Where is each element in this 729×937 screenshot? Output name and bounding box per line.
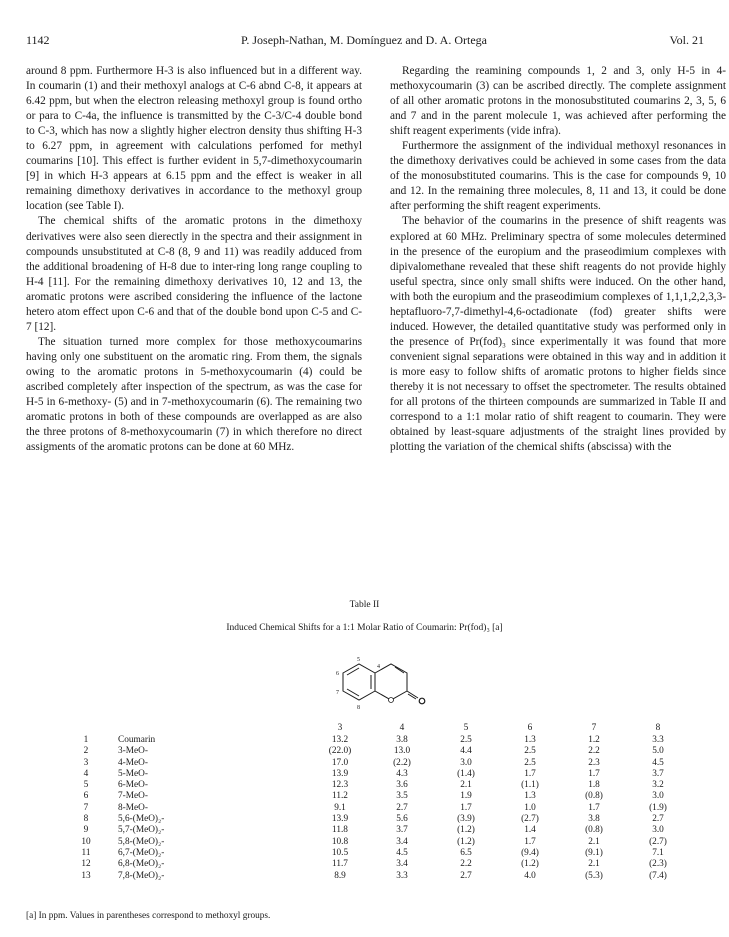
table-row: [70, 859, 690, 870]
position-7-label: 7: [336, 690, 339, 696]
shift-value: 8.9: [334, 870, 346, 881]
compound-name: 5,6-(MeO)₂-: [118, 814, 165, 825]
table-row: [70, 791, 690, 802]
shift-value: (1.1): [521, 780, 539, 791]
shift-value: 1.3: [524, 791, 536, 802]
paragraph: The chemical shifts of the aromatic protons in the dimethoxy derivatives were also seen dierectly in the spectra and their assignment in compounds unsubstituted at C-8 (8, 9 and 11) was readily adduced from the additional broadening of H-8 due to inter-ring long range coupling to H-4 [11]. For the remaining dimethoxy derivatives 10, 12 and 13, the aromatic protons were ascribed considering the influence of the lactone hetero atom effect upon C-6 and that of the double bond upon C-5 and C-7 [12].: [26, 215, 362, 333]
column-header: 8: [655, 722, 661, 733]
page-header: [24, 33, 704, 49]
table-title: Table II: [349, 600, 380, 610]
compound-number: 5: [83, 780, 89, 791]
shift-value: 11.8: [332, 825, 348, 836]
shift-value: 6.5: [460, 847, 472, 858]
position-4-label: 4: [377, 664, 380, 670]
carbonyl-oxygen: [419, 698, 425, 704]
right-column: [390, 64, 726, 455]
shift-value: 13.2: [331, 735, 349, 745]
compound-number: 3: [83, 757, 89, 768]
table-row: [70, 825, 690, 836]
paragraph: around 8 ppm. Furthermore H-3 is also influenced but in a different way. In coumarin (1) and their methoxyl analogs at C-6 abnd C-8, it appears at 6.42 ppm, but when the electron releasing methoxyl group is found ortho or para to C-4a, the influence is transmitted by the C-3/C-4 double bond to C-3, which has now a slightly higher electron density thus shifting H-3 to 6.27 ppm, in agreement with calculations perfomed for methyl coumarins [10]. This effect is further evident in 5,7-dimethoxycoumarin [9] in which H-3 appears at 6.15 ppm and the effect is weaker in all remaining dimethoxy derivatives in accordance to the methoxyl group location (see Table I).: [26, 65, 362, 213]
compound-name: 7-MeO-: [118, 791, 148, 802]
shift-value: 12.3: [331, 780, 349, 791]
table-row: [70, 814, 690, 825]
shift-value: 1.2: [588, 735, 600, 745]
shift-value: (2.2): [393, 757, 411, 768]
shift-value: 11.2: [332, 791, 348, 802]
shift-value: 3.7: [652, 768, 664, 779]
paragraph: Furthermore the assignment of the individual methoxyl resonances in the dimethoxy derivatives could be achieved in some cases from the data of the monosubstituted coumarins. This is the case for compounds 9, 10 and 12. In the remaining three molecules, 8, 11 and 13, it could be done after performing the shift reagent experiments.: [390, 140, 726, 213]
compound-name: 5,8-(MeO)₂-: [118, 836, 165, 847]
paragraph: Regarding the reamining compounds 1, 2 and 3, only H-5 in 4-methoxycoumarin (3) can be ascribed directly. The complete assignment of all other aromatic protons in the monosubstituted coumarins 2, 3, 5, 6 and 7 and in the parent molecule 1, was achieved after performing the shift reagent experiments (vide infra).: [390, 65, 726, 138]
shift-value: 1.0: [524, 802, 536, 813]
shift-value: 3.2: [652, 780, 664, 791]
shift-value: 2.1: [588, 859, 600, 870]
table-row: [70, 848, 690, 859]
shift-value: 10.5: [331, 847, 349, 858]
shift-value: 4.0: [524, 870, 536, 881]
compound-number: 4: [83, 768, 89, 779]
column-header: 6: [527, 722, 533, 733]
column-header: 7: [591, 722, 597, 733]
shift-value: (2.3): [649, 859, 667, 870]
compound-name: 5,7-(MeO)₂-: [118, 825, 165, 836]
table-row: [70, 746, 690, 757]
shift-value: 1.7: [588, 768, 600, 779]
shift-value: 3.3: [396, 870, 408, 881]
shift-value: 2.7: [460, 870, 472, 881]
table-body: [70, 735, 690, 882]
table-footnote: [a] In ppm. Values in parentheses correspond to methoxyl groups.: [26, 911, 271, 921]
shift-value: (1.4): [457, 768, 475, 779]
shift-value: (22.0): [328, 746, 352, 757]
compound-name: 6-MeO-: [118, 780, 148, 791]
shift-value: (0.8): [585, 825, 603, 836]
shift-value: 3.4: [396, 836, 408, 847]
table-row: [70, 837, 690, 848]
shift-value: (5.3): [585, 870, 603, 881]
compound-name: 3-MeO-: [118, 746, 148, 757]
table-header-row: [70, 722, 690, 735]
compound-name: 5-MeO-: [118, 768, 148, 779]
table-row: [70, 803, 690, 814]
shift-value: 13.9: [331, 768, 349, 779]
compound-number: 7: [83, 802, 89, 813]
shift-value: 11.7: [332, 859, 348, 870]
shift-value: (1.2): [457, 836, 475, 847]
shift-value: 7.1: [652, 847, 664, 858]
shift-value: 4.5: [652, 757, 664, 768]
shift-value: 1.8: [588, 780, 600, 791]
compound-number: 2: [83, 746, 89, 757]
shift-value: (1.2): [521, 859, 539, 870]
shift-value: (9.4): [521, 847, 539, 858]
volume-label: Vol. 21: [669, 33, 704, 47]
table-row: [70, 769, 690, 780]
shift-value: 1.3: [524, 735, 536, 745]
shift-value: 2.1: [588, 836, 600, 847]
shift-value: 1.7: [524, 836, 536, 847]
shift-value: (0.8): [585, 791, 603, 802]
ring-oxygen: [389, 698, 394, 703]
table-row: [70, 735, 690, 746]
shift-value: 2.1: [460, 780, 472, 791]
position-6-label: 6: [336, 671, 339, 677]
compound-name: 7,8-(MeO)₂-: [118, 870, 165, 881]
shift-value: 13.9: [331, 814, 349, 825]
shift-value: 3.5: [396, 791, 408, 802]
shift-value: 1.7: [524, 768, 536, 779]
shift-value: 2.5: [460, 735, 472, 745]
shift-value: 3.0: [652, 825, 664, 836]
shift-value: 2.5: [524, 746, 536, 757]
shift-value: 2.2: [588, 746, 600, 757]
shift-value: 10.8: [331, 836, 349, 847]
shift-value: 2.7: [652, 814, 664, 825]
shift-value: (9.1): [585, 847, 603, 858]
shift-value: 2.5: [524, 757, 536, 768]
compound-number: 6: [83, 791, 89, 802]
shift-value: (7.4): [649, 870, 667, 881]
compound-number: 9: [83, 825, 89, 836]
compound-number: 1: [83, 735, 89, 745]
compound-number: 11: [81, 847, 91, 858]
shift-value: 2.3: [588, 757, 600, 768]
running-authors: P. Joseph-Nathan, M. Domínguez and D. A. Ortega: [241, 33, 487, 47]
shift-value: 3.0: [652, 791, 664, 802]
shift-value: 4.4: [460, 746, 472, 757]
shift-table: [70, 722, 690, 882]
table-row: [70, 871, 690, 882]
column-header: 4: [399, 722, 405, 733]
shift-value: 4.5: [396, 847, 408, 858]
table-caption: Induced Chemical Shifts for a 1:1 Molar Ratio of Coumarin: Pr(fod)₃ [a]: [226, 623, 503, 633]
shift-value: 1.9: [460, 791, 472, 802]
shift-value: 3.6: [396, 780, 408, 791]
shift-value: 3.4: [396, 859, 408, 870]
compound-number: 10: [81, 836, 91, 847]
shift-value: 5.6: [396, 814, 408, 825]
shift-value: 1.7: [460, 802, 472, 813]
shift-value: (1.9): [649, 802, 667, 813]
compound-number: 12: [81, 859, 91, 870]
compound-name: 6,8-(MeO)₂-: [118, 859, 165, 870]
shift-value: 3.0: [460, 757, 472, 768]
shift-value: (3.9): [457, 814, 475, 825]
table-row: [70, 758, 690, 769]
compound-name: 4-MeO-: [118, 757, 148, 768]
shift-value: 3.8: [396, 735, 408, 745]
paragraph: The behavior of the coumarins in the presence of shift reagents was explored at 60 MHz. Preliminary spectra of some molecules determined in the presence of the europium and the praseodimium complexes with dipivalomethane revealed that these shift reagents do not provide highly useful spectra, since only small shifts were induced. On the other hand, with both the europium and the praseodimium complexes of 1,1,1,2,2,3,3-heptafluoro-7,7-dimethyl-4,6-octadionate (fod) greater shifts were induced. However, the detailed quantitative study was performed only in the presence of Pr(fod)₃ since experimentally it was found that more convenient signal separations were obtained in this way and in addition it is more easy to follow shifts of aromatic protons to higher fields since thereby it is not necessary to offset the spectrometer. The results obtained for all protons of the thirteen compounds are summarized in Table II and correspond to a 1:1 molar ratio of shift reagent to coumarin. They were obtained by least-square adjustments of the straight lines provided by plotting the variation of the chemical shifts (abscissa) with the: [390, 215, 726, 454]
compound-name: 6,7-(MeO)₂-: [118, 847, 165, 858]
shift-value: (1.2): [457, 825, 475, 836]
position-8-label: 8: [357, 705, 360, 711]
compound-name: Coumarin: [118, 735, 156, 745]
compound-number: 13: [81, 870, 91, 881]
shift-value: 1.7: [588, 802, 600, 813]
shift-value: 4.3: [396, 768, 408, 779]
shift-value: 9.1: [334, 802, 346, 813]
table-row: [70, 780, 690, 791]
paragraph: The situation turned more complex for those methoxycoumarins having only one substituent on the aromatic ring. From them, the signals owing to the aromatic protons in 5-methoxycoumarin (4) could be ascribed completely after inspection of the spectrum, as was the case for H-5 in 6-methoxy- (5) and in 7-methoxycoumarin (6). The remaining two aromatic protons in both of these compounds are overlapped as are also the three protons of 8-methoxycoumarin (7) in which therefore no direct assigments of the aromatic protons can be done at 60 MHz.: [26, 335, 362, 454]
shift-value: 17.0: [331, 757, 349, 768]
shift-value: 3.7: [396, 825, 408, 836]
shift-value: 2.7: [396, 802, 408, 813]
shift-value: 2.2: [460, 859, 472, 870]
page-number: 1142: [26, 33, 50, 47]
column-header: 5: [463, 722, 469, 733]
column-header: 3: [337, 722, 343, 733]
coumarin-structure: [333, 655, 428, 715]
shift-value: 1.4: [524, 825, 536, 836]
shift-value: 3.3: [652, 735, 664, 745]
left-column: [26, 64, 362, 455]
shift-value: 5.0: [652, 746, 664, 757]
shift-value: 3.8: [588, 814, 600, 825]
compound-number: 8: [83, 814, 89, 825]
shift-value: (2.7): [649, 836, 667, 847]
position-5-label: 5: [357, 657, 360, 663]
shift-value: (2.7): [521, 814, 539, 825]
shift-value: 13.0: [393, 746, 411, 757]
compound-name: 8-MeO-: [118, 802, 148, 813]
